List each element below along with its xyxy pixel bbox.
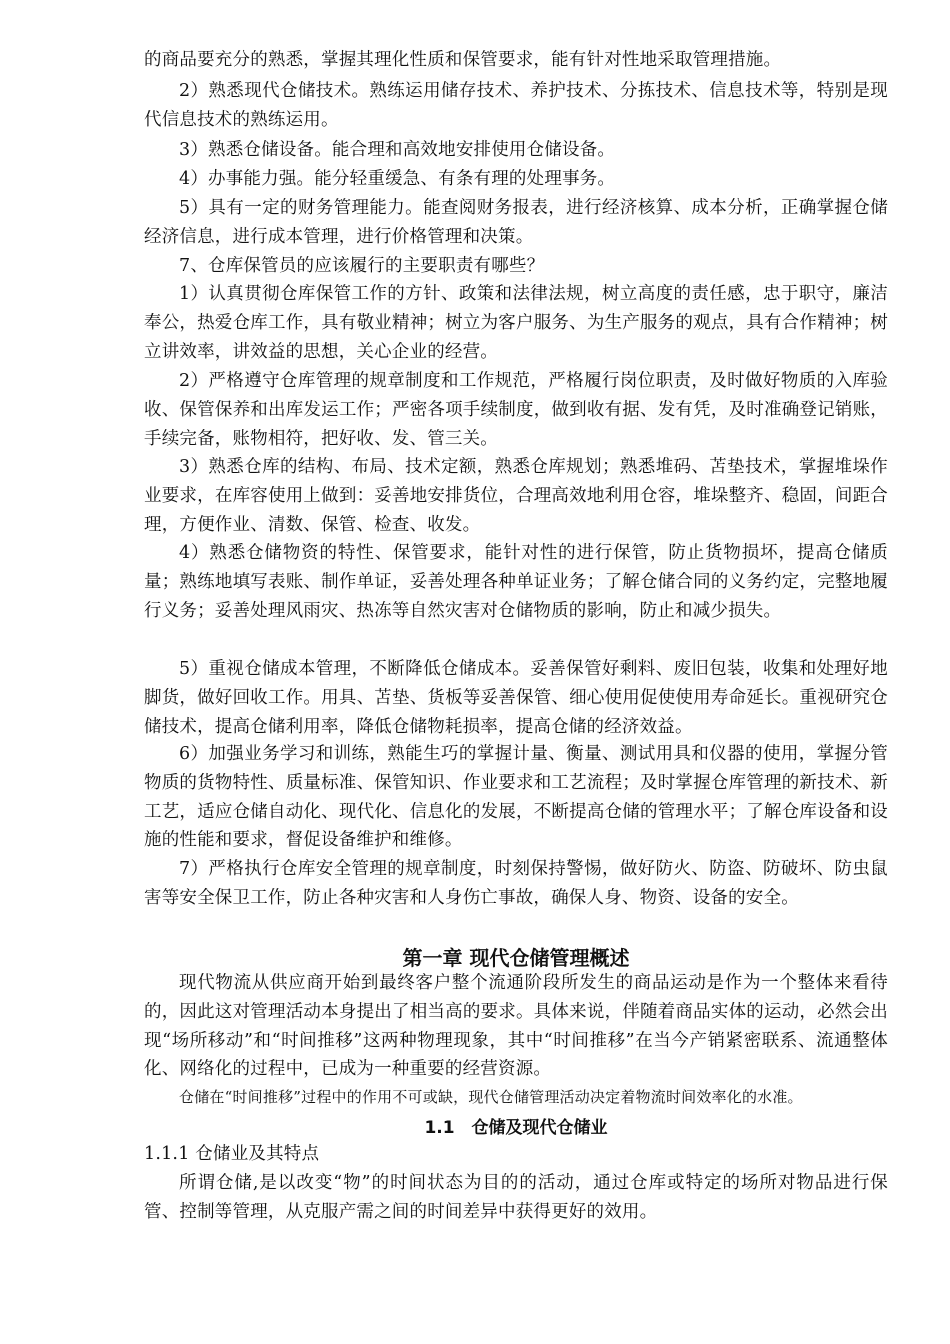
duty-item-1: 1）认真贯彻仓库保管工作的方针、政策和法律法规，树立高度的责任感，忠于职守，廉洁奉公，热爱仓库工作，具有敬业精神；树立为客户服务、为生产服务的观点，具有合作精神；树立讲效率，讲效益的思想，关心企业的经营。 [144, 284, 888, 362]
section-title: 1.1 仓储及现代仓储业 [424, 1118, 608, 1138]
subsection-title: 1.1.1 仓储业及其特点 [144, 1144, 320, 1164]
duty-item-6: 6）加强业务学习和训练，熟能生巧的掌握计量、衡量、测试用具和仪器的使用，掌握分管物质的货物特性、质量标准、保管知识、作业要求和工艺流程；及时掌握仓库管理的新技术、新工艺，适应仓储自动化、现代化、信息化的发展，不断提高仓储的管理水平；了解仓库设备和设施的性能和要求，督促设备维护和维修。 [144, 744, 888, 851]
paragraph-item-5: 5）具有一定的财务管理能力。能查阅财务报表，进行经济核算、成本分析，正确掌握仓储经济信息，进行成本管理，进行价格管理和决策。 [144, 198, 888, 247]
chapter-intro-paragraph: 现代物流从供应商开始到最终客户整个流通阶段所发生的商品运动是作为一个整体来看待的，因此这对管理活动本身提出了相当高的要求。具体来说，伴随着商品实体的运动，必然会出现“场所移动”和“时间推移”这两种物理现象，其中“时间推移”在当今产销紧密联系、流通整体化、网络化的过程中，已成为一种重要的经营资源。 [144, 973, 888, 1080]
paragraph-continuation: 的商品要充分的熟悉，掌握其理化性质和保管要求，能有针对性地采取管理措施。 [144, 50, 782, 70]
paragraph-item-3: 3）熟悉仓储设备。能合理和高效地安排使用仓储设备。 [179, 140, 616, 160]
paragraph-item-4: 4）办事能力强。能分轻重缓急、有条有理的处理事务。 [179, 169, 616, 189]
duty-item-4: 4）熟悉仓储物资的特性、保管要求，能针对性的进行保管，防止货物损坏，提高仓储质量；熟练地填写表账、制作单证，妥善处理各种单证业务；了解仓储合同的义务约定，完整地履行义务；妥善处理风雨灾、热冻等自然灾害对仓储物质的影响，防止和减少损失。 [144, 543, 888, 621]
duty-item-7: 7）严格执行仓库安全管理的规章制度，时刻保持警惕，做好防火、防盗、防破坏、防虫鼠害等安全保卫工作，防止各种灾害和人身伤亡事故，确保人身、物资、设备的安全。 [144, 859, 888, 908]
duty-item-5: 5）重视仓储成本管理，不断降低仓储成本。妥善保管好剩料、废旧包装，收集和处理好地脚货，做好回收工作。用具、苫垫、货板等妥善保管、细心使用促使使用寿命延长。重视研究仓储技术，提高仓储利用率，降低仓储物耗损率，提高仓储的经济效益。 [144, 659, 888, 737]
duty-item-2: 2）严格遵守仓库管理的规章制度和工作规范，严格履行岗位职责，及时做好物质的入库验收、保管保养和出库发运工作；严密各项手续制度，做到收有据、发有凭，及时准确登记销账，手续完备，账物相符，把好收、发、管三关。 [144, 371, 888, 449]
definition-paragraph: 所谓仓储,是以改变“物”的时间状态为目的的活动，通过仓库或特定的场所对物品进行保管、控制等管理，从克服产需之间的时间差异中获得更好的效用。 [144, 1173, 888, 1222]
chapter-intro-note: 仓储在“时间推移”过程中的作用不可或缺，现代仓储管理活动决定着物流时间效率化的水准。 [179, 1088, 803, 1106]
duty-item-3: 3）熟悉仓库的结构、布局、技术定额，熟悉仓库规划；熟悉堆码、苫垫技术，掌握堆垛作业要求，在库容使用上做到：妥善地安排货位，合理高效地利用仓容，堆垛整齐、稳固，间距合理，方便作业、清数、保管、检查、收发。 [144, 457, 888, 535]
paragraph-item-2: 2）熟悉现代仓储技术。熟练运用储存技术、养护技术、分拣技术、信息技术等，特别是现代信息技术的熟练运用。 [144, 81, 888, 130]
question-heading: 7、仓库保管员的应该履行的主要职责有哪些？ [179, 256, 545, 276]
chapter-title: 第一章 现代仓储管理概述 [402, 946, 630, 970]
